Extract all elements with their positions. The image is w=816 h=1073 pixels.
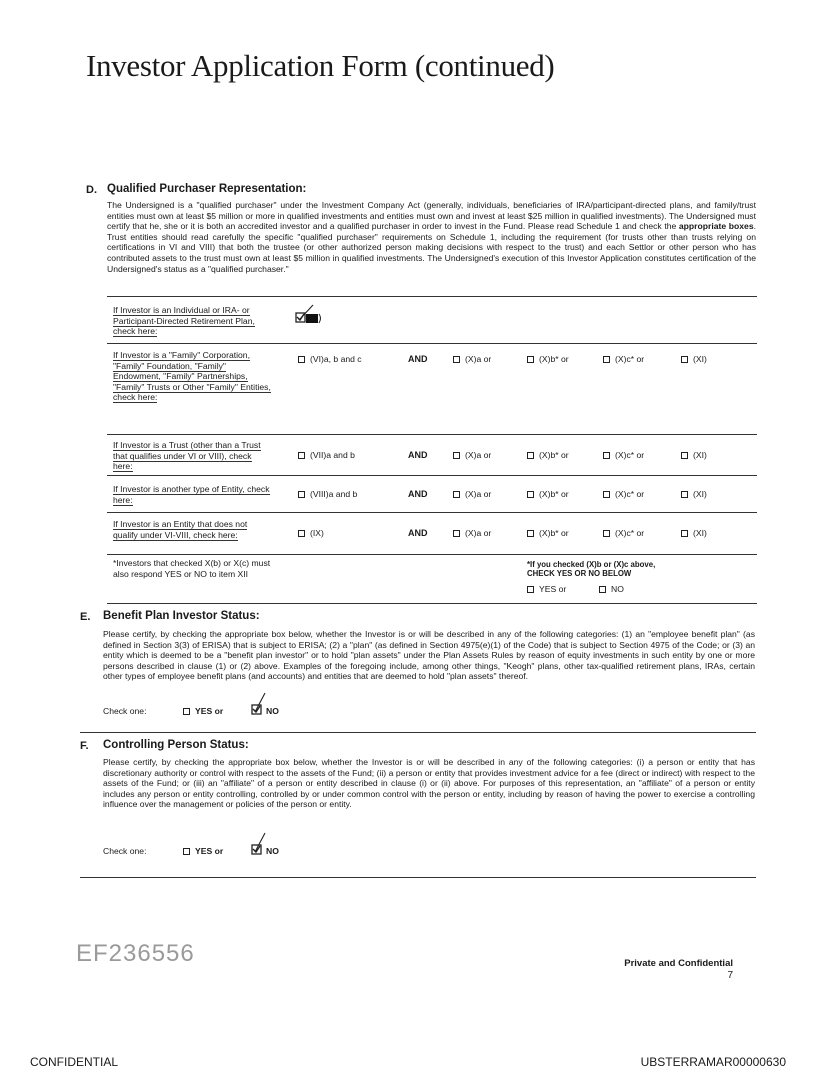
checkbox[interactable] (298, 530, 305, 537)
footnote-left: *Investors that checked X(b) or X(c) must also respond YES or NO to item XII (113, 558, 271, 579)
section-d-paragraph (107, 200, 756, 274)
and-label: AND (408, 450, 428, 460)
option-xa[interactable]: (X)a or (453, 528, 491, 538)
row-individual-label: If Investor is an Individual or IRA- or Participant-Directed Retirement Plan, check here: (113, 305, 255, 337)
checkbox[interactable] (599, 586, 606, 593)
option-xa[interactable]: (X)a or (453, 450, 491, 460)
option-viii[interactable]: (VIII)a and b (298, 489, 357, 499)
checked-box-f-no[interactable] (251, 831, 267, 857)
checkbox[interactable] (527, 452, 534, 459)
checkbox[interactable] (453, 491, 460, 498)
checkbox[interactable] (527, 586, 534, 593)
checked-box-e-no[interactable] (251, 691, 267, 717)
section-f-yes-option[interactable]: YES or (183, 846, 223, 856)
checked-box-individual[interactable] (295, 303, 325, 329)
option-xii-no[interactable]: NO (599, 584, 624, 594)
checkbox[interactable] (681, 452, 688, 459)
checkbox[interactable] (298, 491, 305, 498)
option-xb[interactable]: (X)b* or (527, 450, 569, 460)
checkbox[interactable] (527, 530, 534, 537)
option-xb[interactable]: (X)b* or (527, 489, 569, 499)
checkbox[interactable] (681, 530, 688, 537)
option-xa[interactable]: (X)a or (453, 489, 491, 499)
page-title: Investor Application Form (continued) (86, 48, 555, 83)
section-e-title: Benefit Plan Investor Status: (103, 610, 260, 622)
section-d-text-bold: appropriate boxes (678, 221, 754, 232)
option-xi[interactable]: (XI) (681, 528, 707, 538)
confidential-label: CONFIDENTIAL (30, 1055, 119, 1069)
section-f-paragraph: Please certify, by checking the appropriate box below, whether the Investor is or will be described in any of the following categories: (i) a person or entity that has discretionary authority or control with respect to the assets of the Fund; (ii) a person or entity that provides investment advice for a fee (direct or indirect) with respect to the assets of the Fund; or (iii) an "affiliate" of a person or entity described in clause (i) or (ii) above. For purposes of this representation, an "affiliate" of a person or entity includes any person or entity controlling, controlled by or under common control with the person or entity, including by reason of having the power to exercise a controlling influence over the management or policies of the person or entity. (103, 757, 755, 810)
checkbox[interactable] (527, 491, 534, 498)
divider (107, 475, 757, 476)
option-vii[interactable]: (VII)a and b (298, 450, 355, 460)
option-ix[interactable]: (IX) (298, 528, 324, 538)
section-e-paragraph: Please certify, by checking the appropriate box below, whether the Investor is or will be described in any of the following categories: (1) an "employee benefit plan" (as defined in Section 3(3) of ERISA) that is subject to ERISA; (2) a "plan" (as defined in Section 4975(e)(1) of the Code) that is subject to Section 4975 of the Code; or (3) an entity which is deemed to be a "benefit plan investor" or to hold "plan assets" under the Plan Assets Rules by reason of equity investments in such entity by one or more persons described in clause (1) or (2) above. Examples of the foregoing include, among other things, "Keogh" plans, other tax-qualified retirement plans, IRAs, certain other types of employee benefit plans (and accounts) and entities that are deemed to hold "plan assets" thereof. (103, 629, 755, 682)
checkbox[interactable] (453, 356, 460, 363)
option-xii-yes[interactable]: YES or (527, 584, 566, 594)
option-xc[interactable]: (X)c* or (603, 528, 644, 538)
divider (107, 434, 757, 435)
page-number: 7 (727, 970, 733, 981)
private-confidential: Private and Confidential (624, 958, 733, 969)
divider (107, 512, 757, 513)
and-label: AND (408, 489, 428, 499)
row-other-entity-label: If Investor is another type of Entity, check here: (113, 484, 270, 505)
and-label: AND (408, 528, 428, 538)
divider (80, 877, 756, 878)
option-xi[interactable]: (XI) (681, 489, 707, 499)
section-e-no-label: NO (266, 706, 279, 716)
checkbox[interactable] (681, 491, 688, 498)
section-d-title: Qualified Purchaser Representation: (107, 183, 307, 195)
checkbox[interactable] (183, 848, 190, 855)
option-xc[interactable]: (X)c* or (603, 354, 644, 364)
checkbox[interactable] (453, 530, 460, 537)
section-e-letter: E. (80, 611, 91, 623)
checkbox[interactable] (527, 356, 534, 363)
divider (107, 343, 757, 344)
option-xc[interactable]: (X)c* or (603, 450, 644, 460)
footnote-right-1: *If you checked (X)b or (X)c above, (527, 560, 656, 569)
section-f-no-label: NO (266, 846, 279, 856)
option-xi[interactable]: (XI) (681, 354, 707, 364)
section-d-text-1: The Undersigned is a "qualified purchaser" under the Investment Company Act (generally, individuals, beneficiaries of IRA/participant-directed plans, and family/trust entities must own at least $5 million or more in qualified investments and entities must own and invest at least $25 million in qualified investments). The Undersigned must certify that he, she or it is both an accredited investor and a qualified purchaser in order to invest in the Fund. Please read Schedule 1 and check the (107, 200, 756, 232)
checkbox[interactable] (681, 356, 688, 363)
section-f-check-one: Check one: (103, 846, 147, 856)
section-f-title: Controlling Person Status: (103, 739, 249, 751)
option-xb[interactable]: (X)b* or (527, 528, 569, 538)
section-e-check-one: Check one: (103, 706, 147, 716)
option-xb[interactable]: (X)b* or (527, 354, 569, 364)
checkbox[interactable] (298, 356, 305, 363)
document-id: EF236556 (76, 940, 195, 967)
bates-number: UBSTERRAMAR00000630 (640, 1055, 786, 1069)
section-f-letter: F. (80, 740, 89, 752)
checkbox[interactable] (603, 491, 610, 498)
divider (107, 554, 757, 555)
section-d-letter: D. (86, 184, 97, 196)
checkbox[interactable] (183, 708, 190, 715)
checkbox[interactable] (453, 452, 460, 459)
option-xa[interactable]: (X)a or (453, 354, 491, 364)
option-xi[interactable]: (XI) (681, 450, 707, 460)
section-d-text-2: . Trust entities should read carefully the specific "qualified purchaser" requirements on Schedule 1, including the requirement (for trusts other than trusts relying on certifications in VI and VIII) that both the trustee (or other authorized person making decisions with respect to the trust) and each Settlor or other person who has contributed assets to the trust must own at least $5 million in qualified investments. The Undersigned's execution of this Investor Application constitutes certification of the Undersigned's status as a "qualified purchaser." (107, 221, 756, 274)
and-label: AND (408, 354, 428, 364)
checkbox[interactable] (298, 452, 305, 459)
option-vi[interactable]: (VI)a, b and c (298, 354, 362, 364)
checkbox[interactable] (603, 530, 610, 537)
footnote-right-2: CHECK YES OR NO BELOW (527, 569, 632, 578)
divider (107, 296, 757, 297)
checkbox[interactable] (603, 452, 610, 459)
divider (80, 732, 756, 733)
row-family-label: If Investor is a "Family" Corporation, "Family" Foundation, "Family" Endowment, "Family" Partnerships, "Family" Trusts or Other "Family" Entities, check here: (113, 350, 271, 403)
option-xc[interactable]: (X)c* or (603, 489, 644, 499)
divider (107, 603, 757, 604)
checkbox[interactable] (603, 356, 610, 363)
row-nonqualifying-label: If Investor is an Entity that does not qualify under VI-VIII, check here: (113, 519, 248, 540)
section-e-yes-option[interactable]: YES or (183, 706, 223, 716)
row-trust-label: If Investor is a Trust (other than a Trust that qualifies under VI or VIII), check here: (113, 440, 261, 472)
